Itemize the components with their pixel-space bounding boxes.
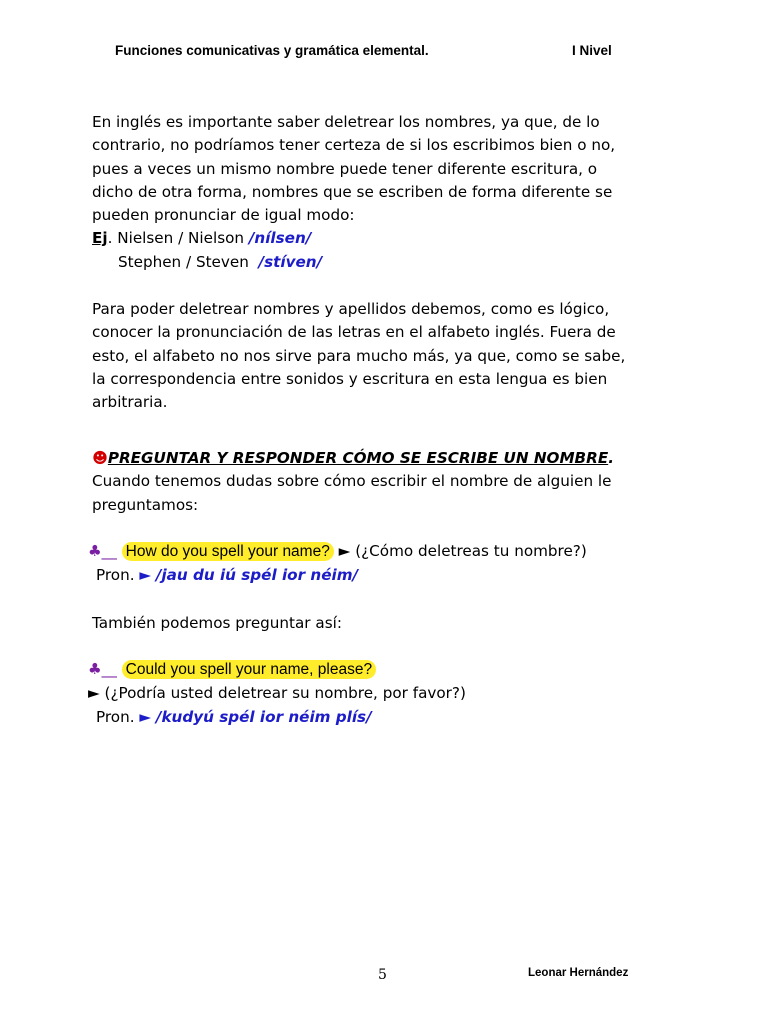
- example-names-1: Nielsen / Nielson: [117, 229, 245, 248]
- page-number: 5: [378, 967, 387, 983]
- club-icon: ♣: [88, 542, 102, 560]
- underscore: __: [101, 542, 117, 560]
- paragraph-line: En inglés es importante saber deletrear los nombres, ya que, de lo: [92, 113, 600, 131]
- header-level: I Nivel: [572, 43, 612, 58]
- smiley-icon: ☻: [92, 449, 108, 467]
- section-heading: [92, 447, 677, 470]
- phonetic-2: /stíven/: [258, 252, 323, 271]
- paragraph-line: esto, el alfabeto no nos sirve para mucho más, ya que, como se sabe,: [92, 346, 626, 365]
- question-2: [88, 658, 376, 681]
- question-1-spanish: (¿Cómo deletreas tu nombre?): [355, 542, 587, 560]
- example-line-1: [92, 227, 677, 250]
- question-1-english: How do you spell your name?: [122, 542, 334, 561]
- pronunciation-1-text: /jau du iú spél ior néim/: [155, 566, 359, 584]
- header-title: Funciones comunicativas y gramática elemental.: [115, 43, 429, 58]
- question-2-english: Could you spell your name, please?: [122, 660, 376, 679]
- also-text: También podemos preguntar así:: [92, 614, 342, 632]
- example-dot: .: [107, 229, 113, 248]
- paragraph-line: la correspondencia entre sonidos y escritura en esta lengua es bien: [92, 369, 608, 388]
- question-1: [88, 540, 587, 563]
- pron-label: Pron.: [96, 566, 135, 584]
- paragraph-line: dicho de otra forma, nombres que se escriben de forma diferente se: [92, 182, 613, 201]
- arrow-icon: ►: [139, 566, 152, 584]
- pronunciation-2: [96, 706, 372, 729]
- author-name: Leonar Hernández: [528, 967, 629, 979]
- question-2-translation: [88, 682, 466, 705]
- pron-label: Pron.: [96, 708, 135, 726]
- underscore: __: [101, 660, 117, 678]
- phonetic-1: /nílsen/: [248, 229, 312, 248]
- pronunciation-1: [96, 564, 358, 587]
- intro-paragraph: [92, 111, 677, 274]
- arrow-icon: ►: [338, 542, 351, 560]
- section-heading-text: PREGUNTAR Y RESPONDER CÓMO SE ESCRIBE UN NOMBRE: [107, 449, 609, 467]
- section-heading-period: .: [608, 449, 614, 467]
- arrow-icon: ►: [139, 708, 152, 726]
- example-label: Ej: [92, 229, 108, 248]
- section: [92, 447, 677, 517]
- club-icon: ♣: [88, 660, 102, 678]
- paragraph-line: Cuando tenemos dudas sobre cómo escribir el nombre de alguien le: [92, 472, 612, 491]
- paragraph-line: arbitraria.: [92, 393, 168, 412]
- arrow-icon: ►: [88, 684, 100, 702]
- pronunciation-2-text: /kudyú spél ior néim plís/: [155, 708, 372, 726]
- paragraph-line: contrario, no podríamos tener certeza de si los escribimos bien o no,: [92, 136, 616, 155]
- paragraph-line: conocer la pronunciación de las letras en el alfabeto inglés. Fuera de: [92, 323, 616, 342]
- example-names-2: Stephen / Steven: [118, 252, 249, 271]
- paragraph-line: preguntamos:: [92, 495, 199, 514]
- example-line-2: [92, 251, 677, 274]
- paragraph-line: pues a veces un mismo nombre puede tener diferente escritura, o: [92, 159, 598, 178]
- paragraph-line: Para poder deletrear nombres y apellidos debemos, como es lógico,: [92, 300, 610, 318]
- question-2-spanish: (¿Podría usted deletrear su nombre, por favor?): [104, 684, 466, 702]
- paragraph-line: pueden pronunciar de igual modo:: [92, 206, 355, 225]
- alphabet-paragraph: [92, 298, 677, 414]
